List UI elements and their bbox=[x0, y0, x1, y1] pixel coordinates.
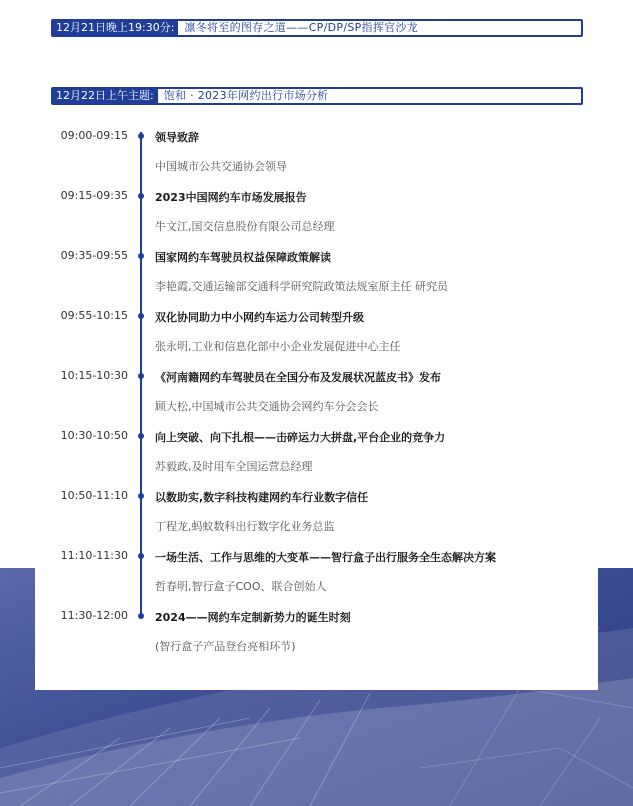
timeline-dot bbox=[138, 133, 144, 139]
timeline-dot bbox=[138, 433, 144, 439]
agenda-time: 09:15-09:35 bbox=[60, 189, 128, 202]
morning-session-date: 12月22日上午主题: bbox=[53, 89, 158, 103]
evening-session-topic: 凛冬将至的图存之道——CP/DP/SP指挥官沙龙 bbox=[184, 21, 419, 34]
agenda-time: 09:00-09:15 bbox=[60, 129, 128, 142]
agenda-time: 10:15-10:30 bbox=[60, 369, 128, 382]
agenda-title: 国家网约车驾驶员权益保障政策解读 bbox=[155, 251, 331, 264]
timeline-dot bbox=[138, 193, 144, 199]
agenda-speaker: 中国城市公共交通协会领导 bbox=[155, 160, 287, 173]
agenda-title: 领导致辞 bbox=[155, 131, 199, 144]
agenda-speaker: 牛文江,国交信息股份有限公司总经理 bbox=[155, 220, 335, 233]
agenda-speaker: 张永明,工业和信息化部中小企业发展促进中心主任 bbox=[155, 340, 401, 353]
agenda-title: 2023中国网约车市场发展报告 bbox=[155, 191, 307, 204]
morning-session-topic: 饱和 · 2023年网约出行市场分析 bbox=[163, 89, 329, 102]
agenda-speaker: 苏毅政,及时用车全国运营总经理 bbox=[155, 460, 313, 473]
agenda-title: 以数助实,数字科技构建网约车行业数字信任 bbox=[155, 491, 369, 504]
timeline-dot bbox=[138, 253, 144, 259]
agenda-title: 2024——网约车定制新势力的诞生时刻 bbox=[155, 611, 351, 624]
agenda-time: 11:10-11:30 bbox=[60, 549, 128, 562]
agenda-time: 10:50-11:10 bbox=[60, 489, 128, 502]
timeline-dot bbox=[138, 313, 144, 319]
agenda-title: 向上突破、向下扎根——击碎运力大拼盘,平台企业的竞争力 bbox=[155, 431, 446, 444]
morning-session-banner bbox=[51, 87, 583, 105]
agenda-time: 09:55-10:15 bbox=[60, 309, 128, 322]
agenda-title: 《河南籍网约车驾驶员在全国分布及发展状况蓝皮书》发布 bbox=[155, 371, 441, 384]
agenda-time: 11:30-12:00 bbox=[60, 609, 128, 622]
timeline-dot bbox=[138, 373, 144, 379]
agenda-speaker: 顾大松,中国城市公共交通协会网约车分会会长 bbox=[155, 400, 379, 413]
agenda-time: 09:35-09:55 bbox=[60, 249, 128, 262]
evening-session-banner bbox=[51, 19, 583, 37]
timeline-dot bbox=[138, 613, 144, 619]
agenda-speaker: 丁程龙,蚂蚁数科出行数字化业务总监 bbox=[155, 520, 335, 533]
evening-session-date: 12月21日晚上19:30分: bbox=[53, 21, 178, 35]
agenda-speaker: 哲春明,智行盒子COO、联合创始人 bbox=[155, 580, 327, 593]
timeline-dot bbox=[138, 493, 144, 499]
agenda-speaker: 李艳霞,交通运输部交通科学研究院政策法规室原主任 研究员 bbox=[155, 280, 448, 293]
agenda-title: 双化协同助力中小网约车运力公司转型升级 bbox=[155, 311, 364, 324]
agenda-speaker: (智行盒子产品登台亮相环节) bbox=[155, 640, 296, 653]
agenda-title: 一场生活、工作与思维的大变革——智行盒子出行服务全生态解决方案 bbox=[155, 551, 496, 564]
agenda-time: 10:30-10:50 bbox=[60, 429, 128, 442]
timeline-dot bbox=[138, 553, 144, 559]
